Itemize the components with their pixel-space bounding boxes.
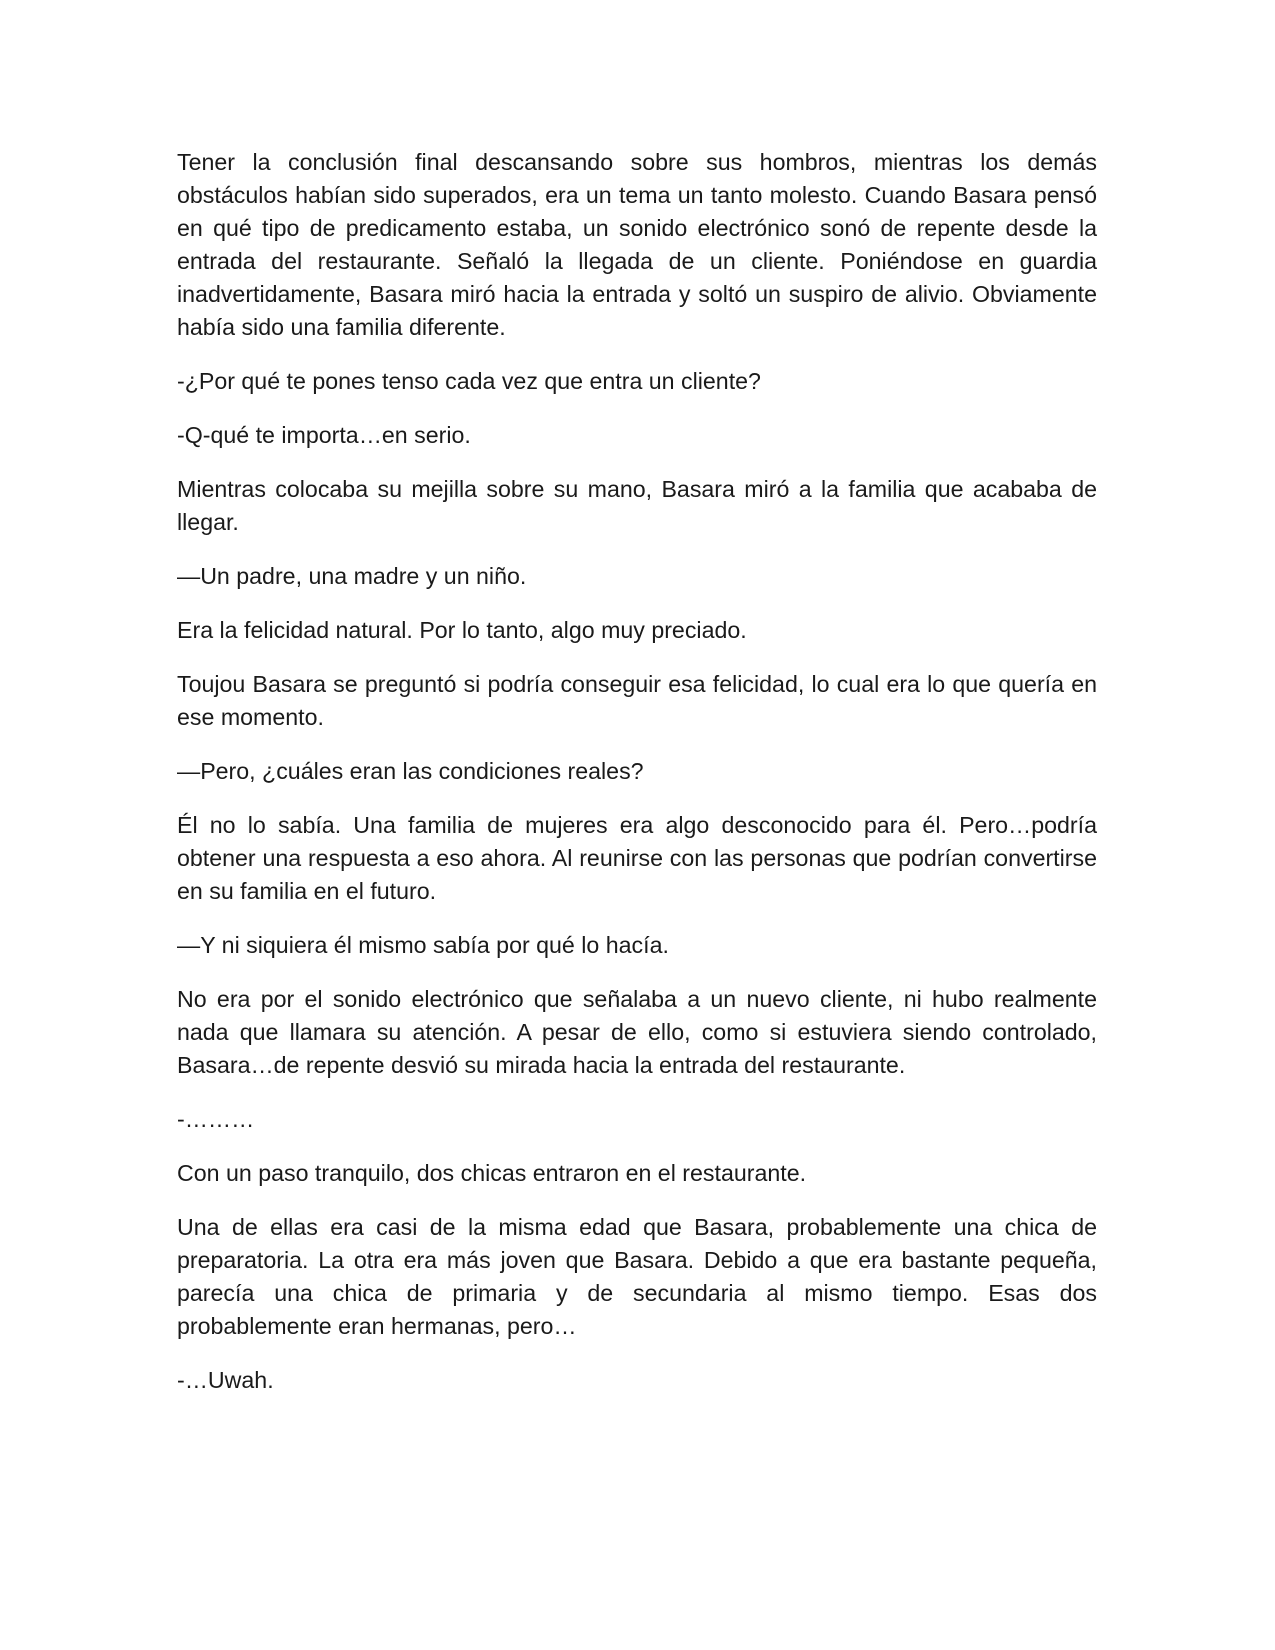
dialogue-line: -…Uwah. <box>177 1367 274 1393</box>
paragraph: Era la felicidad natural. Por lo tanto, algo muy preciado. <box>177 617 747 643</box>
paragraph: Toujou Basara se preguntó si podría conseguir esa felicidad, lo cual era lo que quería en ese momento. <box>177 671 1097 730</box>
dialogue-line: —Pero, ¿cuáles eran las condiciones reales? <box>177 758 644 784</box>
body-text <box>177 146 1097 1418</box>
dialogue-line: -¿Por qué te pones tenso cada vez que entra un cliente? <box>177 368 761 394</box>
paragraph: Él no lo sabía. Una familia de mujeres era algo desconocido para él. Pero…podría obtener una respuesta a eso ahora. Al reunirse con las personas que podrían convertirse en su familia en el futuro. <box>177 812 1097 904</box>
paragraph: Con un paso tranquilo, dos chicas entraron en el restaurante. <box>177 1160 807 1186</box>
paragraph: Una de ellas era casi de la misma edad que Basara, probablemente una chica de preparatoria. La otra era más joven que Basara. Debido a que era bastante pequeña, parecía una chica de primaria y de secundaria al mismo tiempo. Esas dos probablemente eran hermanas, pero… <box>177 1214 1097 1339</box>
dialogue-line: -……… <box>177 1106 255 1132</box>
dialogue-line: -Q-qué te importa…en serio. <box>177 422 471 448</box>
paragraph: Mientras colocaba su mejilla sobre su mano, Basara miró a la familia que acababa de llegar. <box>177 476 1097 535</box>
paragraph: Tener la conclusión final descansando sobre sus hombros, mientras los demás obstáculos habían sido superados, era un tema un tanto molesto. Cuando Basara pensó en qué tipo de predicamento estaba, un sonido electrónico sonó de repente desde la entrada del restaurante. Señaló la llegada de un cliente. Poniéndose en guardia inadvertidamente, Basara miró hacia la entrada y soltó un suspiro de alivio. Obviamente había sido una familia diferente. <box>177 149 1097 340</box>
paragraph: No era por el sonido electrónico que señalaba a un nuevo cliente, ni hubo realmente nada que llamara su atención. A pesar de ello, como si estuviera siendo controlado, Basara…de repente desvió su mirada hacia la entrada del restaurante. <box>177 986 1097 1078</box>
dialogue-line: —Y ni siquiera él mismo sabía por qué lo hacía. <box>177 932 669 958</box>
dialogue-line: —Un padre, una madre y un niño. <box>177 563 527 589</box>
